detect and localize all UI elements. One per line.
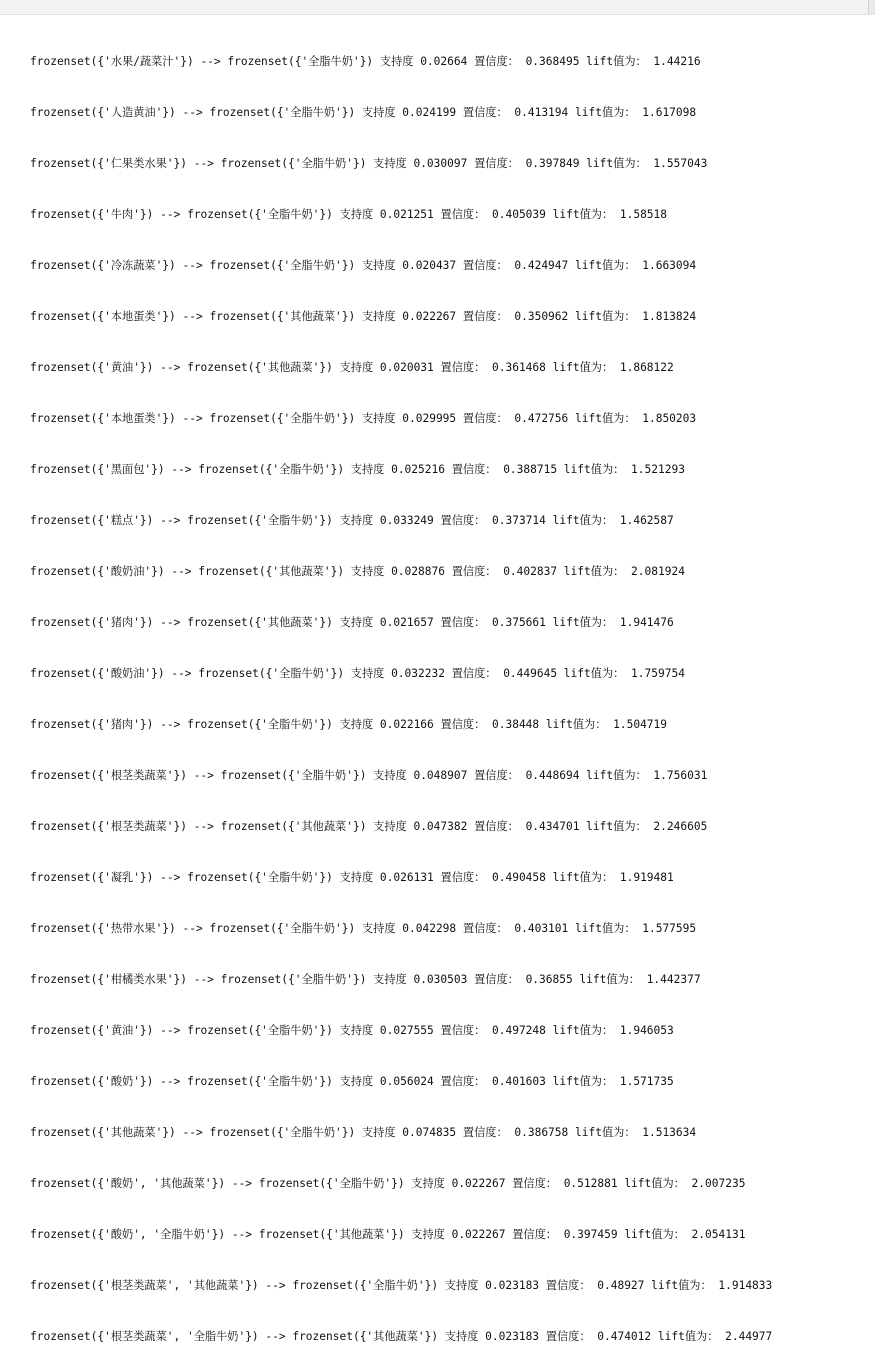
output-line: frozenset({'根茎类蔬菜', '全脂牛奶'}) --> frozenset({'其他蔬菜'}) 支持度 0.023183 置信度： 0.474012 lift值为： 2.44977: [30, 1330, 773, 1343]
output-line: frozenset({'猪肉'}) --> frozenset({'其他蔬菜'}) 支持度 0.021657 置信度： 0.375661 lift值为： 1.941476: [30, 616, 674, 629]
output-line: frozenset({'酸奶油'}) --> frozenset({'全脂牛奶'}) 支持度 0.032232 置信度： 0.449645 lift值为： 1.759754: [30, 667, 685, 680]
output-line: frozenset({'其他蔬菜'}) --> frozenset({'全脂牛奶'}) 支持度 0.074835 置信度： 0.386758 lift值为： 1.513634: [30, 1126, 697, 1139]
output-line: frozenset({'本地蛋类'}) --> frozenset({'其他蔬菜'}) 支持度 0.022267 置信度： 0.350962 lift值为： 1.813824: [30, 310, 697, 323]
output-line: frozenset({'黄油'}) --> frozenset({'其他蔬菜'}) 支持度 0.020031 置信度： 0.361468 lift值为： 1.868122: [30, 361, 674, 374]
output-line: frozenset({'根茎类蔬菜'}) --> frozenset({'全脂牛奶'}) 支持度 0.048907 置信度： 0.448694 lift值为： 1.756031: [30, 769, 708, 782]
output-line: frozenset({'冷冻蔬菜'}) --> frozenset({'全脂牛奶'}) 支持度 0.020437 置信度： 0.424947 lift值为： 1.663094: [30, 259, 697, 272]
output-line: frozenset({'水果/蔬菜汁'}) --> frozenset({'全脂牛奶'}) 支持度 0.02664 置信度： 0.368495 lift值为： 1.44216: [30, 55, 701, 68]
output-line: frozenset({'糕点'}) --> frozenset({'全脂牛奶'}) 支持度 0.033249 置信度： 0.373714 lift值为： 1.462587: [30, 514, 674, 527]
scrollbar-corner: [868, 0, 875, 14]
output-line: frozenset({'黑面包'}) --> frozenset({'全脂牛奶'}) 支持度 0.025216 置信度： 0.388715 lift值为： 1.521293: [30, 463, 685, 476]
output-line: frozenset({'猪肉'}) --> frozenset({'全脂牛奶'}) 支持度 0.022166 置信度： 0.38448 lift值为： 1.504719: [30, 718, 668, 731]
output-line: frozenset({'根茎类蔬菜', '其他蔬菜'}) --> frozenset({'全脂牛奶'}) 支持度 0.023183 置信度： 0.48927 lift值为： 1.914833: [30, 1279, 773, 1292]
output-line: frozenset({'酸奶'}) --> frozenset({'全脂牛奶'}) 支持度 0.056024 置信度： 0.401603 lift值为： 1.571735: [30, 1075, 674, 1088]
output-line: frozenset({'根茎类蔬菜'}) --> frozenset({'其他蔬菜'}) 支持度 0.047382 置信度： 0.434701 lift值为： 2.246605: [30, 820, 708, 833]
console-output: [30, 19, 875, 1362]
output-line: frozenset({'酸奶油'}) --> frozenset({'其他蔬菜'}) 支持度 0.028876 置信度： 0.402837 lift值为： 2.081924: [30, 565, 685, 578]
output-line: frozenset({'牛肉'}) --> frozenset({'全脂牛奶'}) 支持度 0.021251 置信度： 0.405039 lift值为： 1.58518: [30, 208, 668, 221]
output-line: frozenset({'酸奶', '全脂牛奶'}) --> frozenset({'其他蔬菜'}) 支持度 0.022267 置信度： 0.397459 lift值为： 2.054131: [30, 1228, 746, 1241]
output-line: frozenset({'人造黄油'}) --> frozenset({'全脂牛奶'}) 支持度 0.024199 置信度： 0.413194 lift值为： 1.617098: [30, 106, 697, 119]
output-line: frozenset({'本地蛋类'}) --> frozenset({'全脂牛奶'}) 支持度 0.029995 置信度： 0.472756 lift值为： 1.850203: [30, 412, 697, 425]
output-line: frozenset({'凝乳'}) --> frozenset({'全脂牛奶'}) 支持度 0.026131 置信度： 0.490458 lift值为： 1.919481: [30, 871, 674, 884]
output-line: frozenset({'黄油'}) --> frozenset({'全脂牛奶'}) 支持度 0.027555 置信度： 0.497248 lift值为： 1.946053: [30, 1024, 674, 1037]
top-toolbar-strip: [0, 0, 875, 15]
output-line: frozenset({'柑橘类水果'}) --> frozenset({'全脂牛奶'}) 支持度 0.030503 置信度： 0.36855 lift值为： 1.442377: [30, 973, 701, 986]
output-line: frozenset({'热带水果'}) --> frozenset({'全脂牛奶'}) 支持度 0.042298 置信度： 0.403101 lift值为： 1.577595: [30, 922, 697, 935]
output-line: frozenset({'酸奶', '其他蔬菜'}) --> frozenset({'全脂牛奶'}) 支持度 0.022267 置信度： 0.512881 lift值为： 2.007235: [30, 1177, 746, 1190]
output-line: frozenset({'仁果类水果'}) --> frozenset({'全脂牛奶'}) 支持度 0.030097 置信度： 0.397849 lift值为： 1.557043: [30, 157, 708, 170]
